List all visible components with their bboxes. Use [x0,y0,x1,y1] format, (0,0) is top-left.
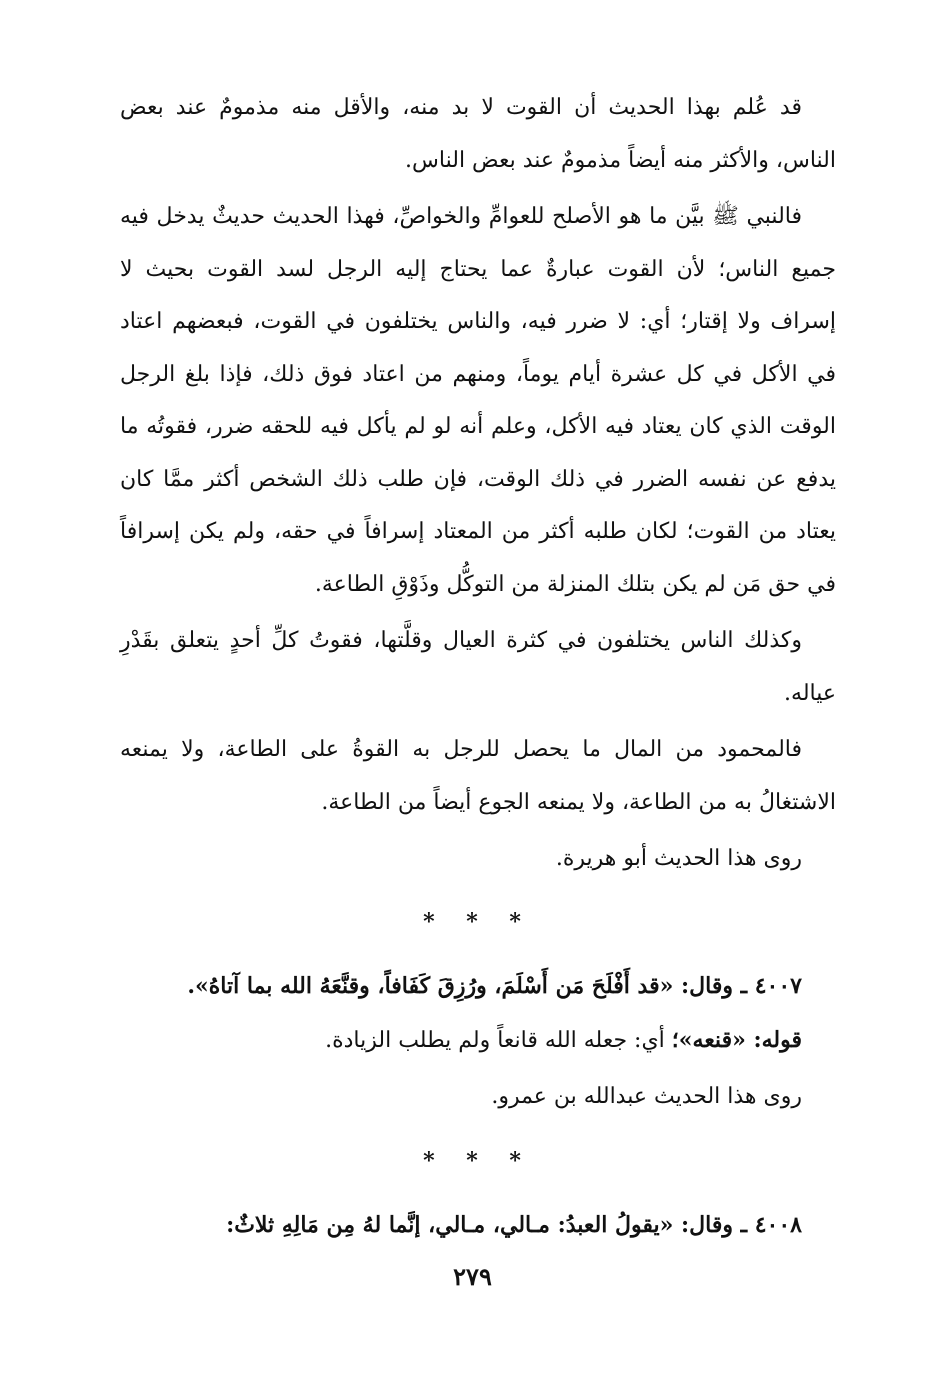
narrator-line: روى هذا الحديث أبو هريرة. [555,846,802,871]
hadith-4008: ٤٠٠٨ ـ وقال: «يقولُ العبدُ: مـالي، مـالي، إنَّما لهُ مِن مَالِهِ ثلاثٌ: [226,1211,802,1238]
hadith-4007-note [120,1012,836,1069]
section-separator: * * * [423,908,533,935]
paragraph-2: فالنبي ﷺ بيَّن ما هو الأصلح للعوامِّ والخواصِّ، فهذا الحديث حديثٌ يدخل فيه جميع الناس؛ لأن القوت عبارةٌ عما يحتاج إليه الرجل لسد القوت بحيث لا إسراف ولا إقتار؛ أي: لا ضرر فيه، والناس يختلفون في القوت، فبعضهم اعتاد في الأكل في كل عشرة أيام يوماً، ومنهم من اعتاد فوق ذلك، فإذا بلغ الرجل الوقت الذي كان يعتاد فيه الأكل، وعلم أنه لو لم يأكل فيه للحقه ضرر، فقوتُه ما يدفع عن نفسه الضرر في ذلك الوقت، فإن طلب ذلك الشخص أكثر ممَّا كان يعتاد من القوت؛ لكان طلبه أكثر من المعتاد إسرافاً في حقه، ولم يكن إسرافاً في حق مَن لم يكن بتلك المنزلة من التوكُّل وذَوْقِ الطاعة. [120,204,836,597]
page-number: ٢٧٩ [453,1262,492,1291]
page-body [120,82,836,1251]
note-text: أي: جعله الله قانعاً ولم يطلب الزيادة. [325,1027,672,1053]
paragraph-3: وكذلك الناس يختلفون في كثرة العيال وقلَّتها، فقوتُ كلِّ أحدٍ يتعلق بقَدْرِ عياله. [120,628,836,706]
section-separator-2: * * * [423,1147,533,1174]
note-label: قوله: «قنعه»؛ [671,1026,802,1053]
paragraph-1: قد عُلم بهذا الحديث أن القوت لا بد منه، والأقل منه مذمومٌ عند بعض الناس، والأكثر منه أيضاً مذمومٌ عند بعض الناس. [120,95,836,173]
hadith-4007: ٤٠٠٧ ـ وقال: «قد أَفْلَحَ مَن أَسْلَمَ، ورُزِقَ كَفَافاً، وقنَّعَهُ الله بما آتاهُ». [187,972,802,999]
paragraph-4: فالمحمود من المال ما يحصل للرجل به القوةُ على الطاعة، ولا يمنعه الاشتغالُ به من الطاعة، ولا يمنعه الجوع أيضاً من الطاعة. [120,737,836,815]
hadith-4007-narrator: روى هذا الحديث عبدالله بن عمرو. [491,1083,802,1109]
